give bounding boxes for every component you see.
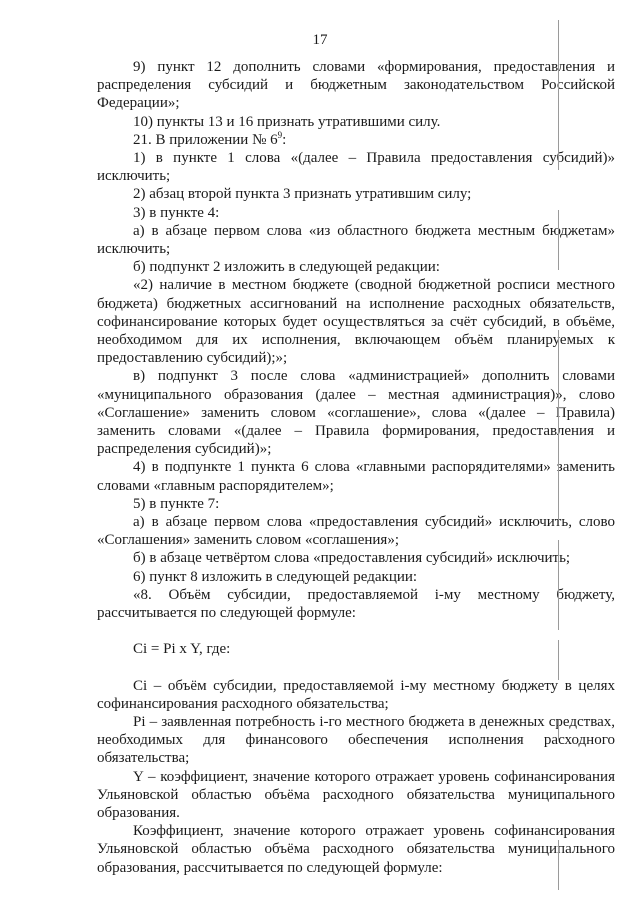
scan-artifact-line bbox=[558, 20, 559, 170]
definition-y: Y – коэффициент, значение которого отражает уровень софинансирования Ульяновской областью объёма расходного обязательства муниципального образования. bbox=[97, 768, 615, 821]
paragraph-sub-5: 5) в пункте 7: bbox=[133, 495, 220, 512]
paragraph-section-21 bbox=[97, 131, 615, 149]
paragraph-item-9: 9) пункт 12 дополнить словами «формирования, предоставления и распределения субсидий и бюджетным законодательством Российской Федерации»; bbox=[97, 59, 615, 112]
paragraph-coefficient: Коэффициент, значение которого отражает уровень софинансирования Ульяновской областью объёма расходного обязательства муниципального образования, рассчитывается по следующей формуле: bbox=[97, 823, 615, 876]
paragraph-sub-2: 2) абзац второй пункта 3 признать утратившим силу; bbox=[133, 186, 472, 203]
paragraph-quote-8: «8. Объём субсидии, предоставляемой i-му местному бюджету, рассчитывается по следующей формуле: bbox=[97, 586, 615, 622]
section-21-superscript: 9 bbox=[277, 129, 283, 140]
document-body bbox=[97, 58, 615, 877]
paragraph-sub-6: 6) пункт 8 изложить в следующей редакции: bbox=[133, 568, 418, 585]
paragraph-sub-5b: б) в абзаце четвёртом слова «предоставления субсидий» исключить; bbox=[133, 550, 571, 567]
section-21-heading: 21. В приложении № 6 bbox=[133, 131, 278, 148]
definition-ci: Ci – объём субсидии, предоставляемой i-му местному бюджету в целях софинансирования расходного обязательства; bbox=[97, 677, 615, 712]
scan-artifact-line bbox=[558, 640, 559, 680]
section-21-colon: : bbox=[282, 131, 287, 148]
page-number: 17 bbox=[312, 32, 328, 48]
scan-artifact-line bbox=[558, 330, 559, 520]
paragraph-sub-3: 3) в пункте 4: bbox=[133, 204, 220, 221]
paragraph-sub-3a: а) в абзаце первом слова «из областного бюджета местным бюджетам» исключить; bbox=[97, 222, 615, 258]
paragraph-quote-2: «2) наличие в местном бюджете (сводной бюджетной росписи местного бюджета) бюджетных ассигнований на исполнение расходных обязательств, софинансирование которых будет осуществляться за счёт субсидий, в объёме, необходимом для их исполнения, включающем объём планируемых к предоставлению субсидий);»; bbox=[97, 277, 615, 367]
formula: Ci = Pi x Y, где: bbox=[133, 641, 231, 658]
paragraph-sub-3b: б) подпункт 2 изложить в следующей редакции: bbox=[133, 259, 440, 276]
scan-artifact-line bbox=[558, 210, 559, 270]
paragraph-sub-1: 1) в пункте 1 слова «(далее – Правила предоставления субсидий)» исключить; bbox=[97, 150, 615, 185]
definition-pi: Pi – заявленная потребность i-го местного бюджета в денежных средствах, необходимых для финансового обеспечения исполнения расходного обязательства; bbox=[97, 713, 615, 767]
scan-artifact-line bbox=[558, 720, 559, 740]
paragraph-item-10: 10) пункты 13 и 16 признать утратившими силу. bbox=[133, 113, 441, 130]
paragraph-sub-4: 4) в подпункте 1 пункта 6 слова «главными распорядителями» заменить словами «главным распорядителем»; bbox=[97, 459, 615, 494]
paragraph-sub-5a: а) в абзаце первом слова «предоставления субсидий» исключить, слово «Соглашения» заменить словом «соглашения»; bbox=[97, 514, 615, 549]
scan-artifact-line bbox=[558, 540, 559, 630]
paragraph-sub-3v: в) подпункт 3 после слова «администрацией» дополнить словами «муниципального образования (далее – местная администрация)», слово «Соглашение» заменить словом «соглашение», слова «(далее – Правила) заменить словами «(далее – Правила формирования, предоставления и распределения субсидий)»; bbox=[97, 368, 615, 458]
scan-artifact-line bbox=[558, 840, 559, 890]
